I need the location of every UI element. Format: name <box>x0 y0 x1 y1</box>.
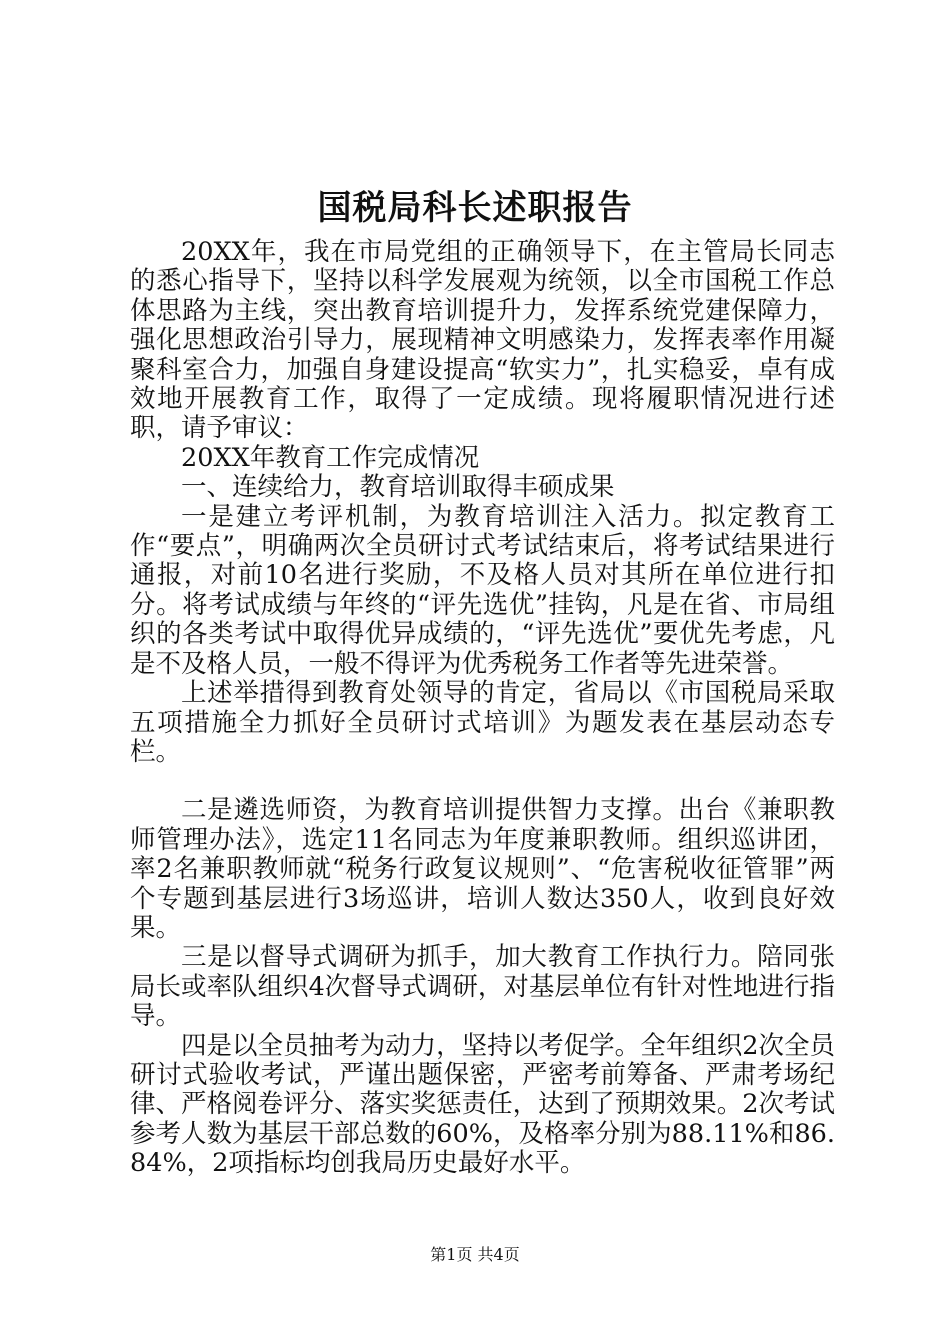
paragraph-point-3: 三是以督导式调研为抓手，加大教育工作执行力。陪同张局长或率队组织4次督导式调研，对基层单位有针对性地进行指导。 <box>130 942 835 1032</box>
paragraph-subheading-1: 一、连续给力，教育培训取得丰硕成果 <box>181 472 615 503</box>
document-body <box>130 238 835 1179</box>
page-footer: 第1页 共4页 <box>430 1245 520 1264</box>
paragraph-point-1-result: 上述举措得到教育处领导的肯定，省局以《市国税局采取五项措施全力抓好全员研讨式培训》为题发表在基层动态专栏。 <box>130 678 835 767</box>
paragraph-point-4: 四是以全员抽考为动力，坚持以考促学。全年组织2次全员研讨式验收考试，严谨出题保密，严密考前筹备、严肃考场纪律、严格阅卷评分、落实奖惩责任，达到了预期效果。2次考试参考人数为基层干部总数的60%，及格率分别为88.11%和86.84%，2项指标均创我局历史最好水平。 <box>130 1030 835 1179</box>
document-title: 国税局科长述职报告 <box>317 188 633 228</box>
paragraph-intro: 20XX年，我在市局党组的正确领导下，在主管局长同志的悉心指导下，坚持以科学发展观为统领，以全市国税工作总体思路为主线，突出教育培训提升力，发挥系统党建保障力，强化思想政治引导力，展现精神文明感染力，发挥表率作用凝聚科室合力，加强自身建设提高“软实力”，扎实稳妥，卓有成效地开展教育工作，取得了一定成绩。现将履职情况进行述职，请予审议： <box>130 237 835 444</box>
paragraph-point-1: 一是建立考评机制，为教育培训注入活力。拟定教育工作“要点”，明确两次全员研讨式考试结束后，将考试结果进行通报，对前10名进行奖励，不及格人员对其所在单位进行扣分。将考试成绩与年终的“评先选优”挂钩，凡是在省、市局组织的各类考试中取得优异成绩的，“评先选优”要优先考虑，凡是不及格人员，一般不得评为优秀税务工作者等先进荣誉。 <box>130 501 835 679</box>
paragraph-point-2: 二是遴选师资，为教育培训提供智力支撑。出台《兼职教师管理办法》，选定11名同志为年度兼职教师。组织巡讲团，率2名兼职教师就“税务行政复议规则”、“危害税收征管罪”两个专题到基层进行3场巡讲，培训人数达350人，收到良好效果。 <box>130 795 835 943</box>
paragraph-section-heading: 20XX年教育工作完成情况 <box>181 442 480 473</box>
